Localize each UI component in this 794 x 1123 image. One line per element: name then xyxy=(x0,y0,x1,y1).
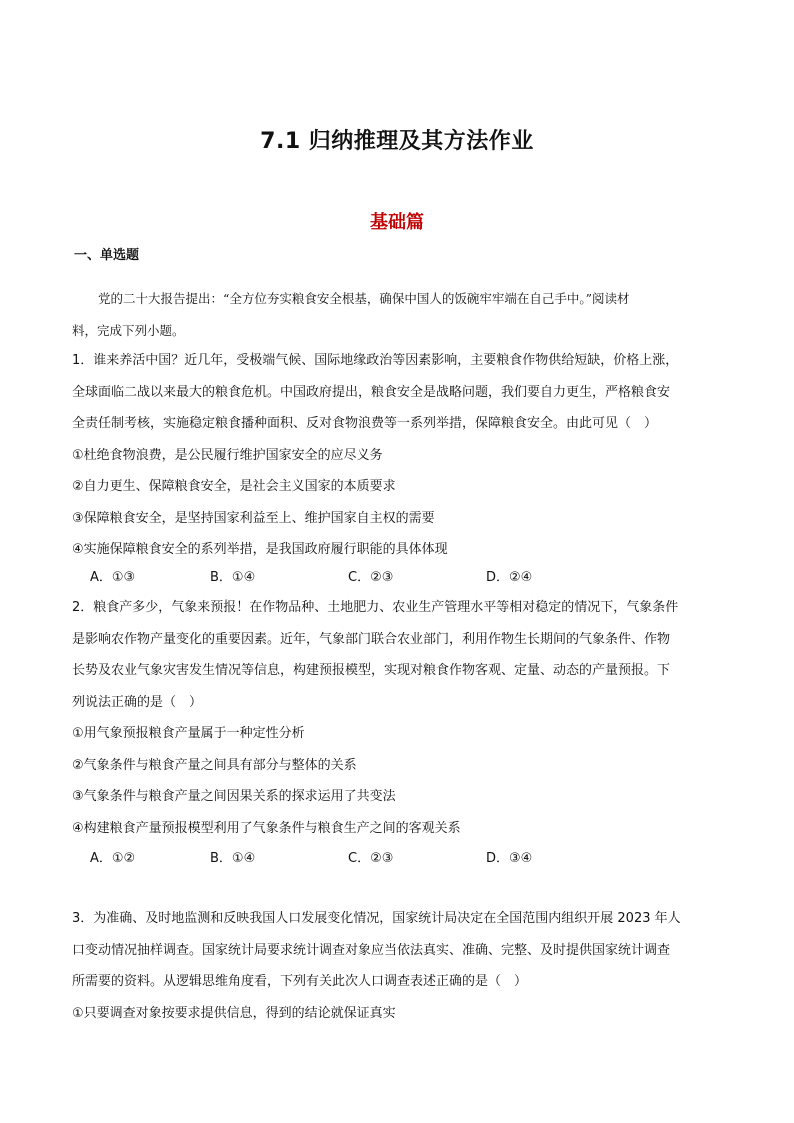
option-b[interactable]: B．①④ xyxy=(210,570,256,585)
option-d[interactable]: D．②④ xyxy=(486,570,533,585)
statement-item: ①只要调查对象按要求提供信息，得到的结论就保证真实 xyxy=(72,1005,396,1021)
intro-line: 料，完成下列小题。 xyxy=(72,322,185,338)
statement-item: ④构建粮食产量预报模型利用了气象条件与粮食生产之间的客观关系 xyxy=(72,820,461,836)
page-title: 7.1 归纳推理及其方法作业 xyxy=(260,129,534,154)
question-3 xyxy=(72,903,722,1029)
option-b[interactable]: B．①④ xyxy=(210,851,256,866)
question-line: 长势及农业气象灾害发生情况等信息，构建预报模型，实现对粮食作物客观、定量、动态的产量预报。下 xyxy=(72,663,671,678)
statement-item: ②自力更生、保障粮食安全，是社会主义国家的本质要求 xyxy=(72,479,396,494)
question-line: 所需要的资料。从逻辑思维角度看，下列有关此次人口调查表述正确的是（ ） xyxy=(72,974,528,989)
statement-item: ③保障粮食安全，是坚持国家利益至上、维护国家自主权的需要 xyxy=(72,510,435,526)
statement-item: ①杜绝食物浪费，是公民履行维护国家安全的应尽义务 xyxy=(72,447,383,463)
option-c[interactable]: C．②③ xyxy=(348,851,394,866)
section-subtitle: 基础篇 xyxy=(370,212,424,233)
intro-paragraph xyxy=(72,283,722,346)
question-line: 全球面临二战以来最大的粮食危机。中国政府提出，粮食安全是战略问题，我们要自力更生，严格粮食安 xyxy=(72,384,671,400)
question-line: 口变动情况抽样调查。国家统计局要求统计调查对象应当依法真实、准确、完整、及时提供国家统计调查 xyxy=(72,942,671,958)
question-2 xyxy=(72,592,722,844)
question-line: 1．谁来养活中国？近几年，受极端气候、国际地缘政治等因素影响，主要粮食作物供给短缺，价格上涨， xyxy=(72,353,679,368)
question-line: 3．为准确、及时地监测和反映我国人口发展变化情况，国家统计局决定在全国范围内组织开展 2023 年人 xyxy=(72,911,681,926)
question-line: 是影响农作物产量变化的重要因素。近年，气象部门联合农业部门，利用作物生长期间的气象条件、作物 xyxy=(72,631,671,647)
option-a[interactable]: A．①② xyxy=(90,851,136,866)
statement-item: ①用气象预报粮食产量属于一种定性分析 xyxy=(72,726,305,741)
statement-item: ③气象条件与粮食产量之间因果关系的探求运用了共变法 xyxy=(72,789,396,804)
intro-line: 党的二十大报告提出：“全方位夯实粮食安全根基，确保中国人的饭碗牢牢端在自己手中。”阅读材 xyxy=(98,291,630,306)
question-line: 2．粮食产多少，气象来预报！在作物品种、土地肥力、农业生产管理水平等相对稳定的情况下，气象条件 xyxy=(72,600,679,615)
statement-item: ②气象条件与粮食产量之间具有部分与整体的关系 xyxy=(72,757,357,773)
question-1 xyxy=(72,345,722,566)
section-heading: 一、单选题 xyxy=(74,248,140,263)
option-a[interactable]: A．①③ xyxy=(90,570,136,585)
question-line: 全责任制考核，实施稳定粮食播种面积、反对食物浪费等一系列举措，保障粮食安全。由此可见（ ） xyxy=(72,416,658,431)
option-c[interactable]: C．②③ xyxy=(348,570,394,585)
question-line: 列说法正确的是（ ） xyxy=(72,694,203,710)
option-d[interactable]: D．③④ xyxy=(486,851,533,866)
statement-item: ④实施保障粮食安全的系列举措，是我国政府履行职能的具体体现 xyxy=(72,542,448,557)
